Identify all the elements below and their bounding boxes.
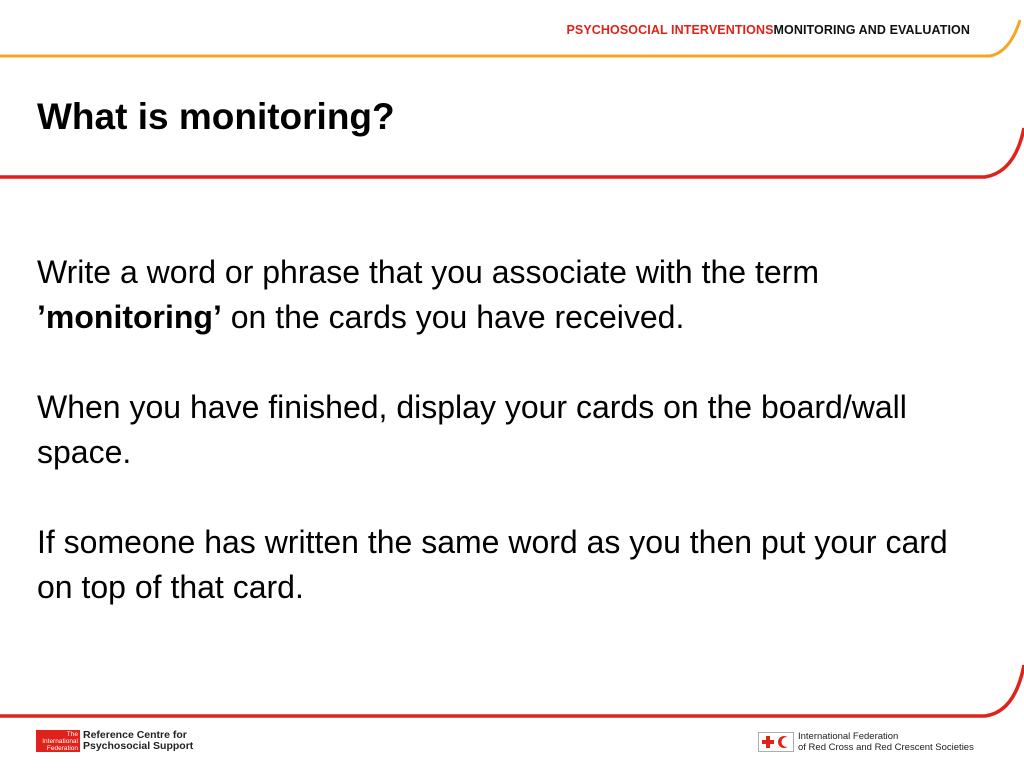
reference-centre-line-1: Reference Centre for (83, 729, 187, 741)
slide-title: What is monitoring? (37, 96, 395, 137)
paragraph-2: When you have finished, display your cards on the board/wall space. (37, 389, 907, 470)
section-header (566, 23, 970, 37)
ifrc-red-logo-box (36, 730, 80, 752)
ifrc-name-line-1: International Federation (798, 731, 899, 742)
paragraph-1 (37, 250, 977, 340)
red-cross-red-crescent-emblem-icon (758, 732, 794, 752)
reference-centre-logo (36, 729, 193, 753)
logo-text-line-1: The (66, 730, 78, 738)
paragraph-1-before: Write a word or phrase that you associate with the term (37, 254, 819, 290)
slide-body (37, 250, 977, 655)
reference-centre-line-2: Psychosocial Support (83, 740, 194, 752)
ifrc-name (798, 731, 974, 753)
paragraph-1-after: on the cards you have received. (221, 299, 685, 335)
section-header-red: PSYCHOSOCIAL INTERVENTIONS (566, 23, 774, 37)
ifrc-logo (758, 731, 974, 753)
logo-text-line-3: Federation (46, 744, 78, 752)
reference-centre-name (83, 730, 193, 752)
section-header-dark: MONITORING AND EVALUATION (773, 23, 970, 37)
paragraph-3: If someone has written the same word as you then put your card on top of that card. (37, 524, 948, 605)
logo-text-line-2: International (42, 737, 78, 745)
ifrc-name-line-2: of Red Cross and Red Crescent Societies (798, 742, 974, 753)
paragraph-1-bold: ’monitoring’ (37, 299, 222, 335)
